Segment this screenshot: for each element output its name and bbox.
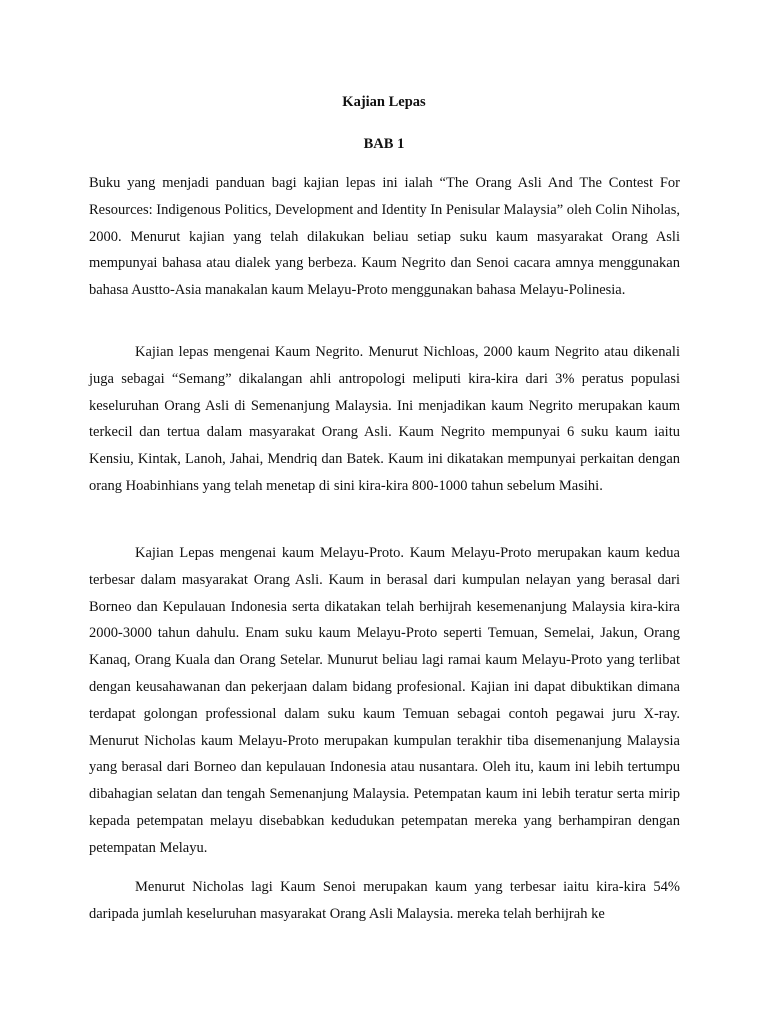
body-paragraph: Kajian lepas mengenai Kaum Negrito. Menurut Nichloas, 2000 kaum Negrito atau dikenali juga sebagai “Semang” dikalangan ahli antropologi meliputi kira-kira dari 3% peratus populasi keseluruhan Orang Asli di Semenanjung Malaysia. Ini menjadikan kaum Negrito merupakan kaum terkecil dan tertua dalam masyarakat Orang Asli. Kaum Negrito mempunyai 6 suku kaum iaitu Kensiu, Kintak, Lanoh, Jahai, Mendriq dan Batek. Kaum ini dikatakan mempunyai perkaitan dengan orang Hoabinhians yang telah menetap di sini kira-kira 800-1000 tahun sebelum Masihi. [89,344,680,494]
body-paragraph: Buku yang menjadi panduan bagi kajian lepas ini ialah “The Orang Asli And The Contest For Resources: Indigenous Politics, Development and Identity In Penisular Malaysia” oleh Colin Niholas, 2000. Menurut kajian yang telah dilakukan beliau setiap suku kaum masyarakat Orang Asli mempunyai bahasa atau dialek yang berbeza. Kaum Negrito dan Senoi cacara amnya menggunakan bahasa Austto-Asia manakalan kaum Melayu-Proto menggunakan bahasa Melayu-Polinesia. [89,175,680,299]
chapter-heading: BAB 1 [363,136,405,152]
body-paragraph: Menurut Nicholas lagi Kaum Senoi merupakan kaum yang terbesar iaitu kira-kira 54% daripada jumlah keseluruhan masyarakat Orang Asli Malaysia. mereka telah berhijrah ke [89,879,680,922]
body-paragraph: Kajian Lepas mengenai kaum Melayu-Proto. Kaum Melayu-Proto merupakan kaum kedua terbesar dalam masyarakat Orang Asli. Kaum in berasal dari kumpulan nelayan yang berasal dari Borneo dan Kepulauan Indonesia serta dikatakan telah berhijrah kesemenanjung Malaysia kira-kira 2000-3000 tahun dahulu. Enam suku kaum Melayu-Proto seperti Temuan, Semelai, Jakun, Orang Kanaq, Orang Kuala dan Orang Setelar. Munurut beliau lagi ramai kaum Melayu-Proto yang terlibat dengan keusahawanan dan pekerjaan dalam bidang profesional. Kajian ini dapat dibuktikan dimana terdapat golongan professional dalam suku kaum Temuan sebagai contoh pegawai juru X-ray. Menurut Nicholas kaum Melayu-Proto merupakan kumpulan terakhir tiba disemenanjung Malaysia yang berasal dari Borneo dan kepulauan Indonesia atau nusantara. Oleh itu, kaum ini lebih tertumpu dibahagian selatan dan tengah Semenanjung Malaysia. Petempatan kaum ini lebih teratur serta mirip kepada petempatan melayu disebabkan kedudukan petempatan mereka yang berhampiran dengan petempatan Melayu. [89,545,680,856]
document-title: Kajian Lepas [342,94,426,110]
